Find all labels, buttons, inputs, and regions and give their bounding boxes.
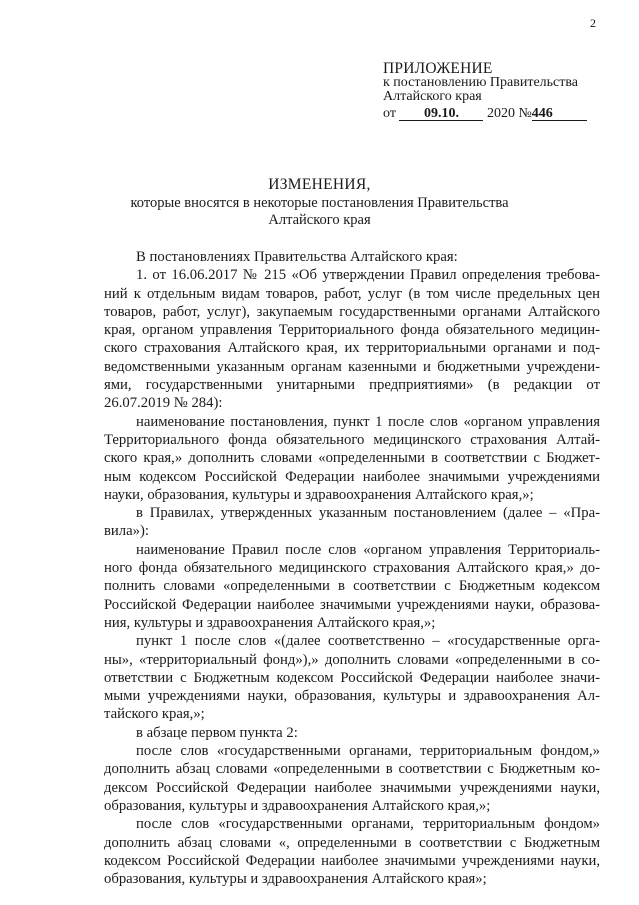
page-number: 2 (590, 16, 596, 30)
text-line: в абзаце первом пункта 2: (136, 724, 298, 741)
text-line: мыми учреждениями науки, образования, культуры и здравоохранения Ал- (104, 688, 600, 705)
text-line: после слов «государственными органами, территориальным фондом» (136, 816, 600, 833)
text-line: Территориального фонда обязательного медицинского страхования Алтай- (104, 431, 600, 448)
text-line: ями, государственными унитарными предприятиями» (в редакции от (104, 377, 600, 394)
date-prefix: от (383, 106, 396, 121)
text-line: полнить словами «определенными в соответствии с Бюджетным кодексом (104, 578, 600, 595)
text-line: ния, культуры и здравоохранения Алтайского края,»; (104, 614, 436, 631)
text-line: дексом Российской Федерации наиболее значимыми учреждениями науки, (104, 779, 600, 796)
text-line: ского страхования Алтайского края, их территориальными органами и под- (104, 340, 600, 357)
appendix-line-2: Алтайского края (383, 89, 482, 104)
appendix-line-1: к постановлению Правительства (383, 75, 579, 90)
text-line: дополнить абзац словами «определенными в соответствии с Бюджетным ко- (104, 761, 600, 778)
text-line: кодексом Российской Федерации наиболее значимыми учреждениями науки, (104, 852, 600, 869)
text-line: дополнить абзац словами «, определенными в соответствии с Бюджетным (104, 834, 600, 851)
text-line: ского края,» дополнить словами «определенными в соответствии с Бюджет- (104, 450, 600, 467)
text-line: в Правилах, утвержденных указанным постановлением (далее – «Пра- (136, 505, 600, 522)
document-subheading-2: Алтайского края (268, 212, 371, 228)
document-body (104, 248, 600, 888)
text-line: после слов «государственными органами, территориальным фондом,» (136, 743, 600, 760)
text-line: вила»): (104, 523, 149, 540)
text-line: тайского края,»; (104, 706, 205, 723)
text-line: ний к отдельным видам товаров, работ, услуг (в том числе предельных цен (104, 285, 600, 302)
text-line: ответствии с Бюджетным кодексом Российской Федерации наиболее значи- (104, 669, 600, 686)
text-line: Российской Федерации наиболее значимыми учреждениями науки, образова- (104, 596, 600, 613)
text-line: 26.07.2019 № 284): (104, 395, 223, 412)
text-line: 1. от 16.06.2017 № 215 «Об утверждении Правил определения требова- (136, 267, 600, 284)
text-line: товаров, работ, услуг), закупаемым государственными органами Алтайского (104, 303, 600, 320)
text-line: образования, культуры и здравоохранения Алтайского края,»; (104, 797, 491, 814)
date-value: 09.10. (399, 107, 483, 121)
text-line: наименование Правил после слов «органом управления Территориаль- (136, 541, 600, 558)
document-subheading-1: которые вносятся в некоторые постановления Правительства (130, 195, 509, 211)
text-line: ны», «территориальный фонд»),» дополнить словами «определенными в со- (104, 651, 600, 668)
text-line: пункт 1 после слов «(далее соответственно – «государственные орга- (136, 633, 600, 650)
text-line: ведомственными указанным органам казенными и бюджетными учреждени- (104, 358, 600, 375)
text-line: науки, образования, культуры и здравоохранения Алтайского края,»; (104, 486, 534, 503)
appendix-date-line (383, 107, 587, 121)
document-heading: ИЗМЕНЕНИЯ, (268, 176, 371, 193)
year-number-label: 2020 № (486, 106, 532, 121)
appendix-title: ПРИЛОЖЕНИЕ (383, 60, 493, 77)
text-line: наименование постановления, пункт 1 после слов «органом управления (136, 413, 600, 430)
text-line: образования, культуры и здравоохранения Алтайского края»; (104, 871, 487, 888)
text-line: края, органом управления Территориального фонда обязательного медицин- (104, 322, 600, 339)
text-line: ного фонда обязательного медицинского страхования Алтайского края,» до- (104, 560, 600, 577)
text-line: ным кодексом Российской Федерации наиболее значимыми учреждениями (104, 468, 600, 485)
appendix-block (383, 62, 587, 121)
resolution-number: 446 (532, 107, 587, 121)
intro-paragraph: В постановлениях Правительства Алтайского края: (136, 249, 458, 265)
